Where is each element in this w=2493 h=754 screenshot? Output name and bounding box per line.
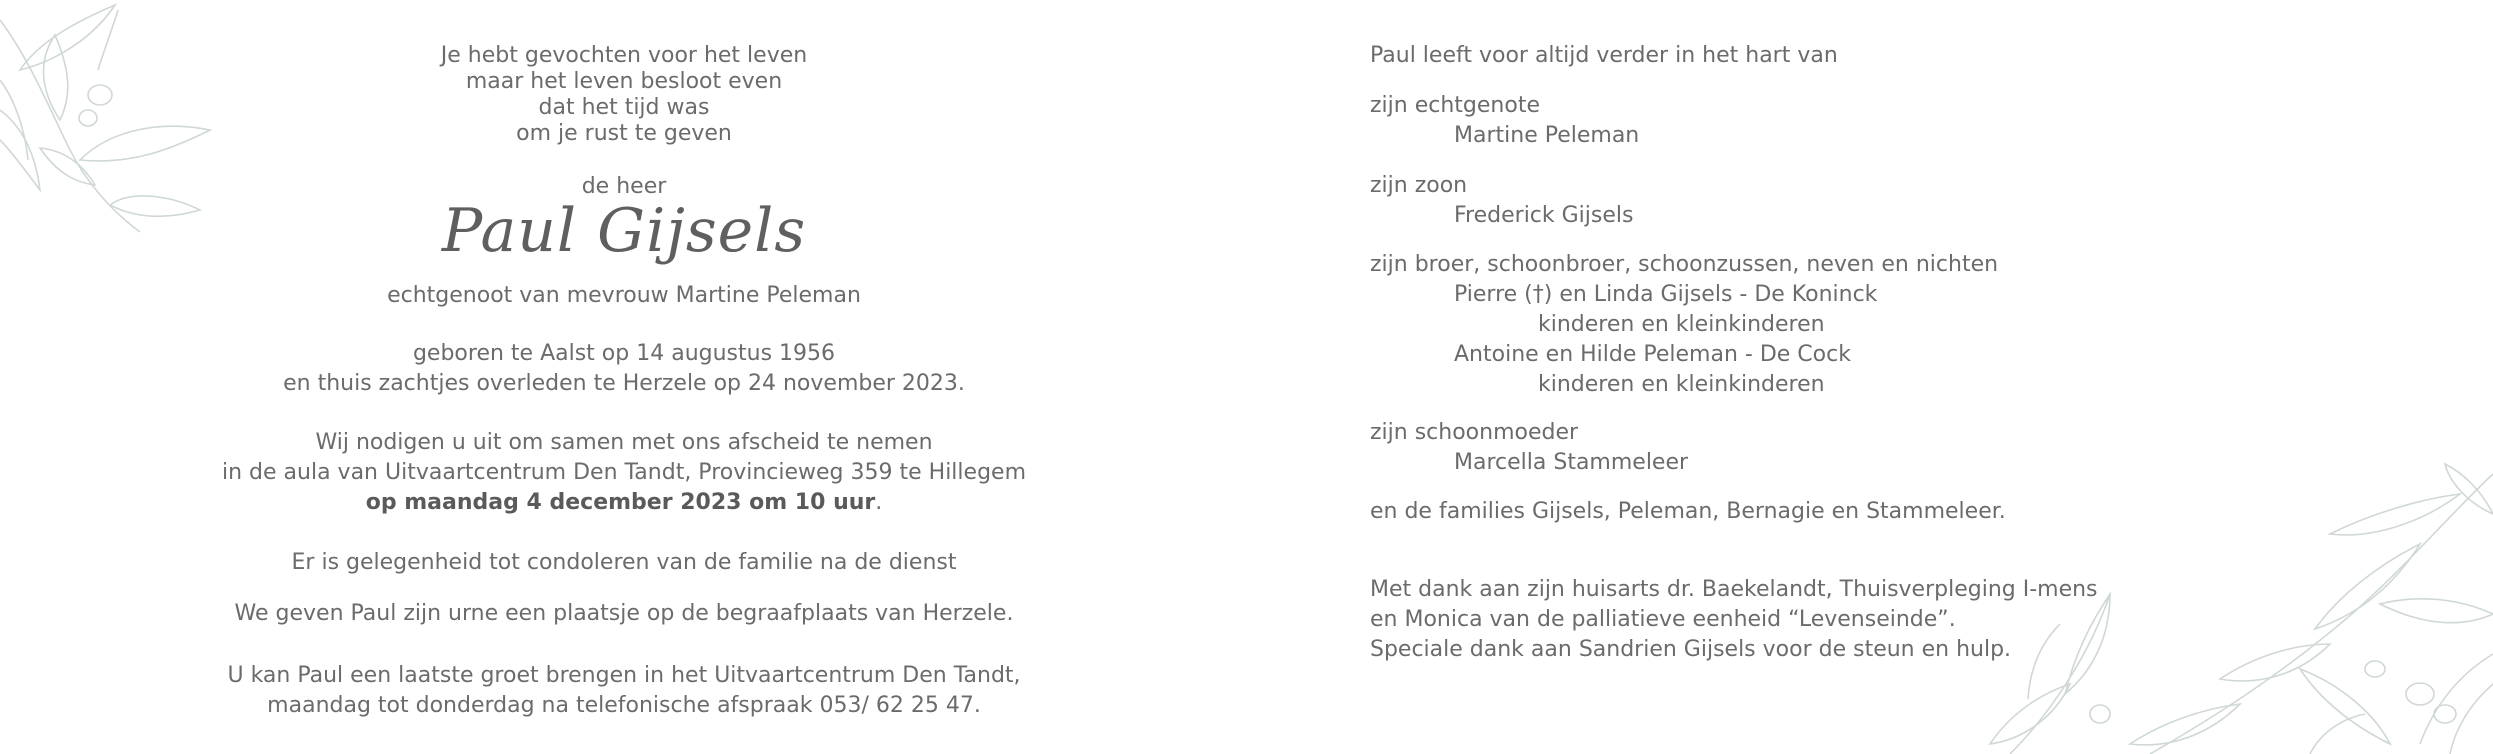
sibling-children: kinderen en kleinkinderen <box>1538 312 1825 337</box>
invite-location: in de aula van Uitvaartcentrum Den Tandt, Provincieweg 359 te Hillegem <box>222 460 1026 485</box>
thanks-line: en Monica van de palliatieve eenheid “Levenseinde”. <box>1370 607 1956 632</box>
birth-death-info <box>180 339 1068 399</box>
thanks-line: Speciale dank aan Sandrien Gijsels voor de steun en hulp. <box>1370 637 2012 662</box>
spouse-line: echtgenoot van mevrouw Martine Peleman <box>387 283 861 308</box>
thanks-line: Met dank aan zijn huisarts dr. Baekelandt, Thuisverpleging I-mens <box>1370 577 2098 602</box>
verse-line: Je hebt gevochten voor het leven <box>440 43 808 68</box>
invite-date-suffix: . <box>875 490 883 515</box>
visit-line: maandag tot donderdag na telefonische afspraak 053/ 62 25 47. <box>267 693 981 718</box>
sibling-name: Pierre (†) en Linda Gijsels - De Koninck <box>1454 282 1878 307</box>
siblings-label: zijn broer, schoonbroer, schoonzussen, neven en nichten <box>1370 252 1999 277</box>
invite-line: Wij nodigen u uit om samen met ons afscheid te nemen <box>315 430 933 455</box>
invite-date: op maandag 4 december 2023 om 10 uur <box>365 490 876 515</box>
verse-line: maar het leven besloot even <box>465 69 783 94</box>
urn-note: We geven Paul zijn urne een plaatsje op de begraafplaats van Herzele. <box>234 601 1014 626</box>
deceased-name: Paul Gijsels <box>441 196 807 266</box>
visit-line: U kan Paul een laatste groet brengen in het Uitvaartcentrum Den Tandt, <box>227 663 1021 688</box>
sibling-name: Antoine en Hilde Peleman - De Cock <box>1454 342 1851 367</box>
funeral-invitation <box>180 428 1068 518</box>
died-line: en thuis zachtjes overleden te Herzele op 24 november 2023. <box>283 371 965 396</box>
condolences-note: Er is gelegenheid tot condoleren van de familie na de dienst <box>291 550 957 575</box>
verse-line: om je rust te geven <box>516 121 732 146</box>
spouse-name: Martine Peleman <box>1454 123 1640 148</box>
title-prefix: de heer <box>581 174 667 199</box>
born-line: geboren te Aalst op 14 augustus 1956 <box>412 341 836 366</box>
memorial-verse <box>180 43 1068 147</box>
family-intro: Paul leeft voor altijd verder in het hart van <box>1370 43 1838 68</box>
invite-date-line <box>180 488 1068 518</box>
spouse-label: zijn echtgenote <box>1370 93 1540 118</box>
son-name: Frederick Gijsels <box>1454 203 1634 228</box>
mother-in-law-label: zijn schoonmoeder <box>1370 420 1579 445</box>
verse-line: dat het tijd was <box>538 95 710 120</box>
visit-info <box>180 661 1068 721</box>
families-line: en de families Gijsels, Peleman, Bernagie en Stammeleer. <box>1370 499 2006 524</box>
sibling-children: kinderen en kleinkinderen <box>1538 372 1825 397</box>
mother-in-law-name: Marcella Stammeleer <box>1454 450 1689 475</box>
son-label: zijn zoon <box>1370 173 1468 198</box>
